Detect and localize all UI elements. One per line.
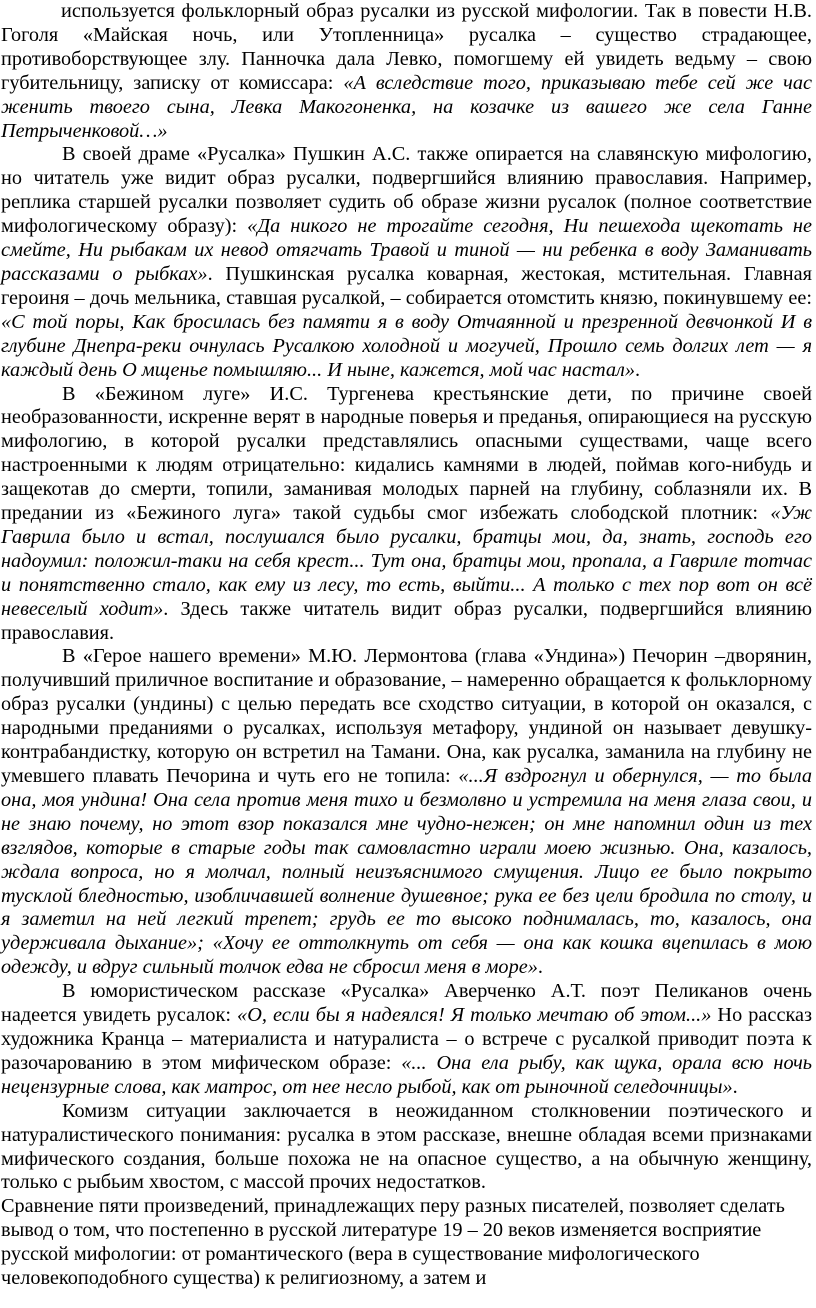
gogol-quote: «А вследствие того, приказываю тебе сей же час женить твоего сына, Левка Макогоненка, на козачке из вашего же села Ганне Петрыченковой…» xyxy=(1,71,812,142)
conclusion-text: Сравнение пяти произведений, принадлежащих перу разных писателей, позволяет сделать вывод о том, что постепенно в русской литературе 19 – 20 веков изменяется восприятие русской мифологии: от романтического (вера в существование мифологического человекоподобного существа) к религиозному, а затем и xyxy=(1,1195,785,1290)
comism-text: Комизм ситуации заключается в неожиданном столкновении поэтического и натуралистического понимания: русалка в этом рассказе, внешне обладая всеми признаками мифического создания, больше похожа не на опасное существо, а на обычную женщину, только с рыбьим хвостом, с массой прочих недостатков. xyxy=(1,1099,812,1194)
gogol-text: используется фольклорный образ русалки из русской мифологии. Так в повести Н.В. Гоголя «Майская ночь, или Утопленница» русалка – существо страдающее, противоборствующее злу. Панночка дала Левко, помогшему ей увидеть ведьму – свою губительницу, записку от комиссара: xyxy=(1,0,812,94)
turgenev-text-2: . Здесь также читатель видит образ русалки, подвергшийся влиянию православия. xyxy=(1,597,812,644)
paragraph-gogol xyxy=(1,0,812,143)
pushkin-text-1: В своей драме «Русалка» Пушкин А.С. также опирается на славянскую мифологию, но читатель уже видит образ русалки, подвергшийся влиянию православия. Например, реплика старшей русалки позволяет судить об образе жизни русалок (полное соответствие мифологическому образу): xyxy=(1,143,812,238)
paragraph-comism xyxy=(1,1100,812,1196)
averchenko-quote-1: «О, если бы я надеялся! Я только мечтаю об этом...» xyxy=(237,1004,712,1027)
pushkin-quote-1: «Да никого не трогайте сегодня, Ни пешехода щекотать не смейте, Ни рыбакам их невод отягчать Травой и тиной — ни ребенка в воду Заманивать рассказами о рыбках» xyxy=(1,215,812,285)
lermontov-text-1: В «Герое нашего времени» М.Ю. Лермонтова (глава «Ундина») Печорин –дворянин, получивший приличное воспитание и образование, – намеренно обращается к фольклорному образ русалки (ундины) с целью передать все сходство ситуации, в которой он оказался, с народными преданиями о русалках, используя метафору, ундиной он называет девушку-контрабандистку, которую он встретил на Тамани. Она, как русалка, заманила на глубину не умевшего плавать Печорина и чуть его не топила: xyxy=(1,645,812,787)
turgenev-text-1: В «Бежином луге» И.С. Тургенева крестьянские дети, по причине своей необразованности, искренне верят в народные поверья и преданья, опирающиеся на русскую мифологию, в которой русалки представлялись опасными существами, чаще всего настроенными к людям отрицательно: кидались камнями в людей, поймав кого-нибудь и защекотав до смерти, топили, заманивая молодых парней на глубину, соблазняли их. В предании из «Бежиного луга» такой судьбы смог избежать слободской плотник: xyxy=(1,382,812,525)
averchenko-text-1: В юмористическом рассказе «Русалка» Аверченко А.Т. поэт Пеликанов очень надеется увидеть русалок: xyxy=(1,980,812,1027)
averchenko-text-2: Но рассказ художника Кранца – материалиста и натуралиста – о встрече с русалкой приводит поэта к разочарованию в этом мифическом образе: xyxy=(1,1004,812,1074)
turgenev-quote: «Уж Гаврила было и встал, послушался было русалки, братцы мои, да, знать, господь его надоумил: положил-таки на себя крест... Тут она, братцы мои, пропала, а Гавриле тотчас и понятственно стало, как ему из лесу, то есть, выйти... А только с тех пор вот он всё невеселый ходит» xyxy=(1,502,812,620)
paragraph-lermontov xyxy=(1,645,812,980)
paragraph-pushkin xyxy=(1,143,812,382)
paragraph-turgenev xyxy=(1,383,812,646)
lermontov-quote: «...Я вздрогнул и обернулся, — то была она, моя ундина! Она села против меня тихо и безмолвно и устремила на меня глаза свои, и не знаю почему, но этот взор показался мне чудно-нежен; он мне напомнил один из тех взглядов, которые в старые годы так самовластно играли моею жизнью. Она, казалось, ждала вопроса, но я молчал, полный неизъяснимого смущения. Лицо ее было покрыто тусклой бледностью, изобличавшей волнение душевное; рука ее без цели бродила по столу, и я заметил на ней легкий трепет; грудь ее то высоко поднималась, то, казалось, она удерживала дыхание»; «Хочу ее оттолкнуть от себя — она как кошка вцепилась в мою одежду, и вдруг сильный толчок едва не сбросил меня в море» xyxy=(1,765,812,979)
pushkin-quote-2: «С той поры, Как бросилась без памяти я в воду Отчаянной и презренной девчонкой И в глубине Днепра-реки очнулась Русалкою холодной и могучей, Прошло семь долгих лет — я каждый день О мщенье помышляю... И ныне, кажется, мой час настал» xyxy=(1,310,812,381)
pushkin-text-2: . Пушкинская русалка коварная, жестокая, мстительная. Главная героиня – дочь мельника, ставшая русалкой, – собирается отомстить князю, покинувшему ее: xyxy=(1,262,812,309)
lermontov-text-2: . xyxy=(537,956,543,979)
paragraph-averchenko xyxy=(1,980,812,1100)
pushkin-text-3: . xyxy=(635,358,641,381)
averchenko-quote-2: «... Она ела рыбу, как щука, орала всю ночь нецензурные слова, как матрос, от нее несло рыбой, как от рыночной селедочницы» xyxy=(1,1051,812,1098)
averchenko-text-3: . xyxy=(732,1075,738,1098)
paragraph-conclusion xyxy=(1,1195,812,1291)
